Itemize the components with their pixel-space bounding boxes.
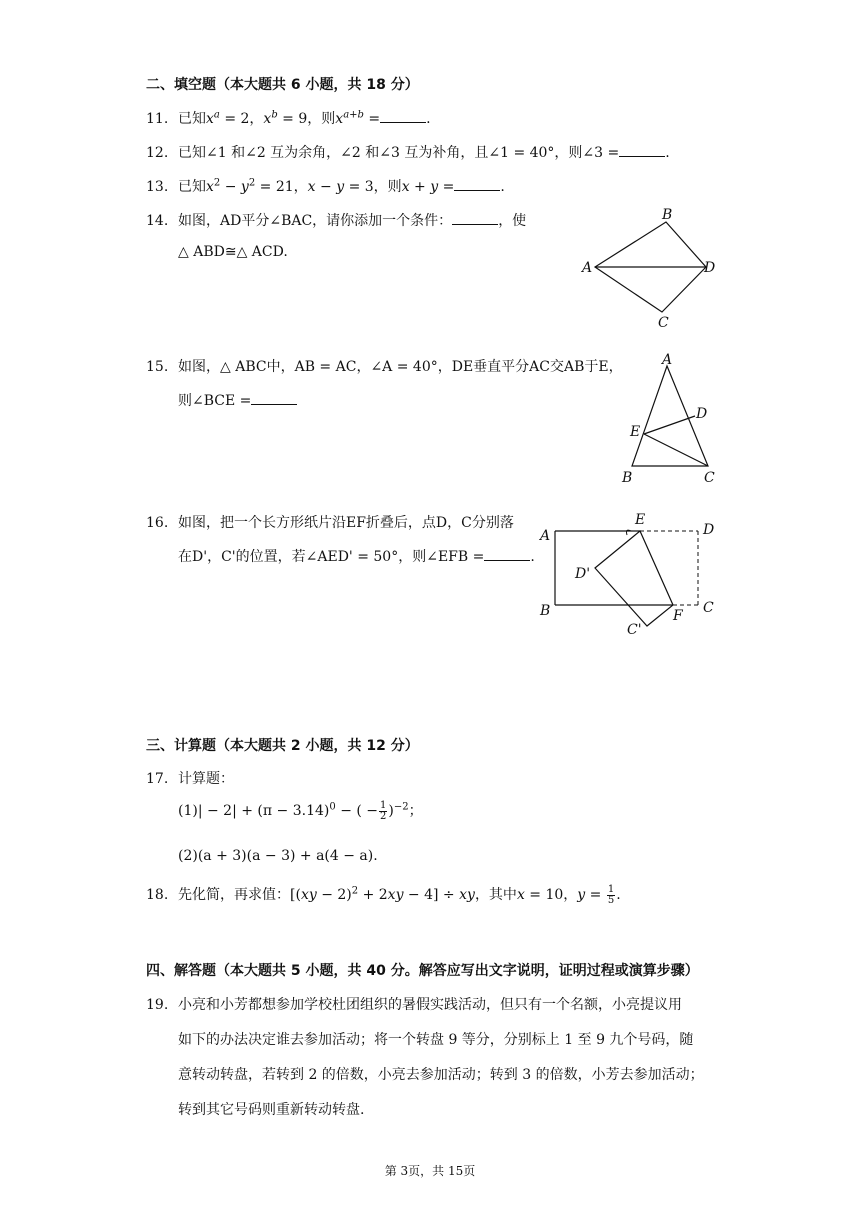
question-16: [146, 512, 514, 532]
question-text: 如图，AD平分∠BAC，请你添加一个条件：: [178, 213, 453, 229]
fraction-one-fifth: $\frac{1}{5}$: [607, 883, 615, 906]
page-footer: 第 3页，共 15页: [384, 1164, 476, 1178]
question-text: 已知∠1 和∠2 互为余角，∠2 和∠3 互为补角，且∠1 = 40°，则∠3 =: [178, 145, 620, 161]
section-heading-fill-in: 二、填空题（本大题共 6 小题，共 18 分）: [146, 77, 419, 93]
question-text: 小亮和小芳都想参加学校杜团组织的暑假实践活动，但只有一个名额，小亮提议用: [178, 997, 682, 1013]
svg-text:E: E: [630, 424, 641, 440]
question-13: 13. 已知$x^2 - y^2 = 21$，x − y = 3，则x + y = .: [146, 177, 505, 195]
question-number: 14.: [146, 213, 169, 229]
question-12: 12. 已知∠1 和∠2 互为余角，∠2 和∠3 互为补角，且∠1 = 40°，则∠3 = .: [146, 145, 670, 161]
svg-text:C: C: [658, 315, 669, 330]
question-14: [146, 210, 526, 230]
svg-text:C: C: [704, 470, 715, 486]
section-heading-calculation: 三、计算题（本大题共 2 小题，共 12 分）: [146, 738, 419, 754]
svg-text:B: B: [622, 470, 633, 486]
question-16-line-2: 在D'，C'的位置，若∠AED' = 50°，则∠EFB = .: [178, 549, 535, 565]
svg-text:A: A: [582, 260, 593, 276]
answer-blank[interactable]: [251, 392, 297, 405]
svg-text:C': C': [627, 622, 642, 638]
question-number: 18.: [146, 887, 169, 903]
answer-blank[interactable]: [452, 212, 498, 225]
svg-text:E: E: [635, 512, 646, 528]
fraction-one-half: $\frac{1}{2}$: [380, 799, 387, 822]
question-number: 17.: [146, 771, 169, 787]
question-17-part-1: $(1)| - 2| + (\pi - 3.14)^0$ − ( − $\frac{1}{2}$ )$^{-2}$；: [178, 799, 423, 822]
question-text-end: ，使: [498, 213, 527, 229]
question-17-part-2: (2)(a + 3)(a − 3) + a(4 − a).: [178, 848, 378, 864]
svg-text:D: D: [704, 260, 716, 276]
svg-text:B: B: [540, 603, 551, 619]
question-19-line-4: 转到其它号码则重新转动转盘.: [178, 1102, 365, 1118]
svg-text:B: B: [662, 207, 673, 223]
question-number: 11.: [146, 111, 169, 127]
question-15-line-2: [178, 390, 297, 410]
svg-text:D: D: [703, 522, 715, 538]
svg-text:A: A: [662, 352, 673, 368]
question-19-line-2: 如下的办法决定谁去参加活动；将一个转盘 9 等分，分别标上 1 至 9 九个号码，随: [178, 1032, 694, 1048]
question-19: [146, 994, 682, 1014]
question-number: 13.: [146, 179, 169, 195]
answer-blank[interactable]: [484, 548, 530, 561]
svg-text:D': D': [575, 566, 591, 582]
question-18: 18. 先化简，再求值：[(xy − 2)$^2$ + 2xy − 4] ÷ xy，其中x = 10，y = $\frac{1}{5}$ .: [146, 883, 621, 906]
figure-q15-triangle: [620, 350, 730, 486]
svg-text:C: C: [703, 600, 714, 616]
question-number: 12.: [146, 145, 169, 161]
answer-blank[interactable]: [454, 178, 500, 191]
svg-text:F: F: [673, 608, 683, 624]
question-text: 在D'，C'的位置，若∠AED' = 50°，则∠EFB =: [178, 549, 485, 565]
question-text: 则∠BCE =: [178, 393, 252, 409]
question-15: [146, 356, 623, 376]
question-19-line-3: 意转动转盘，若转到 2 的倍数，小亮去参加活动；转到 3 的倍数，小芳去参加活动；: [178, 1067, 704, 1083]
question-number: 16.: [146, 515, 169, 531]
question-text: 如图，△ ABC中，AB = AC，∠A = 40°，DE垂直平分AC交AB于E，: [178, 359, 623, 375]
question-number: 19.: [146, 997, 169, 1013]
answer-blank[interactable]: [619, 144, 665, 157]
question-14-line-2: △ ABD≅△ ACD.: [178, 244, 288, 260]
question-11: 11. 已知$x^a = 2$，$x^b = 9$，则$x^{a+b}$ = .: [146, 109, 431, 127]
question-text: 如图，把一个长方形纸片沿EF折叠后，点D，C分别落: [178, 515, 514, 531]
question-number: 15.: [146, 359, 169, 375]
question-text: 计算题：: [178, 771, 234, 787]
answer-blank[interactable]: [380, 110, 426, 123]
svg-text:D: D: [696, 406, 708, 422]
figure-q16-folded-rectangle: [535, 508, 725, 643]
section-heading-solution: 四、解答题（本大题共 5 小题，共 40 分。解答应写出文字说明，证明过程或演算步骤）: [146, 963, 699, 979]
svg-text:A: A: [540, 528, 551, 544]
figure-q14-quadrilateral: [580, 205, 730, 330]
question-17: [146, 768, 234, 788]
